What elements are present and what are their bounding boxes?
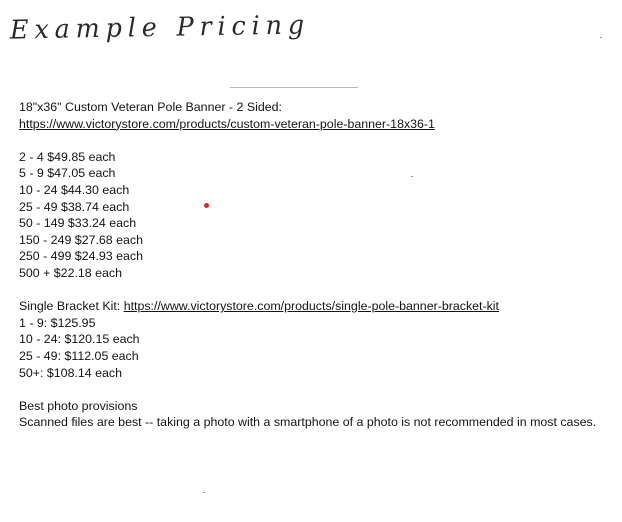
handwritten-title-art [8,6,328,50]
handwritten-title [8,6,328,50]
banner-heading: 18"x36" Custom Veteran Pole Banner - 2 Sided: [19,100,282,114]
scan-speck [600,37,602,38]
photo-heading: Best photo provisions [19,398,138,413]
banner-product-link[interactable]: https://www.victorystore.com/products/custom-veteran-pole-banner-18x36-1 [19,116,435,131]
bracket-tier-row: 50+: $108.14 each [19,365,123,380]
bracket-tier-row: 10 - 24: $120.15 each [19,332,140,347]
banner-tier-row: 2 - 4 $49.85 each [19,149,116,164]
banner-tier-row: 5 - 9 $47.05 each [19,166,116,181]
photo-note: Scanned files are best -- taking a photo with a smartphone of a photo is not recommended in most cases. [19,415,597,430]
red-dot-mark [204,203,209,208]
spacer [19,282,609,299]
scan-speck [411,176,413,177]
spacer [19,381,609,398]
banner-tier-row: 150 - 249 $27.68 each [19,232,144,247]
banner-tier-row: 500 + $22.18 each [19,265,123,280]
scan-speck [203,492,205,493]
bracket-product-link[interactable]: https://www.victorystore.com/products/single-pole-banner-bracket-kit [123,299,499,314]
document-body [19,99,609,431]
banner-tier-row: 10 - 24 $44.30 each [19,182,130,197]
bracket-line [19,298,609,315]
spacer [19,132,609,149]
banner-tier-row: 50 - 149 $33.24 each [19,216,137,231]
bracket-label: Single Bracket Kit: [19,299,124,314]
bracket-tier-row: 25 - 49: $112.05 each [19,348,139,363]
banner-tier-row: 250 - 499 $24.93 each [19,249,144,264]
bracket-tier-row: 1 - 9: $125.95 [19,315,96,330]
divider-rule [230,87,358,88]
handwritten-title-text: Example Pricing [9,10,318,46]
banner-tier-row: 25 - 49 $38.74 each [19,199,130,214]
